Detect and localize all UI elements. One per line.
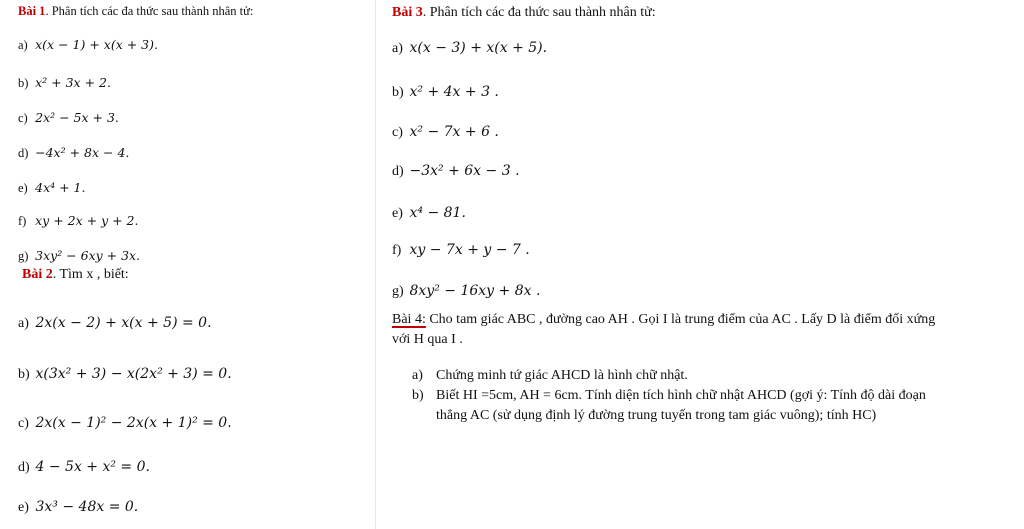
right-column: Bài 3. Phân tích các đa thức sau thành nhân tử: a) x(x − 3) + x(x + 5). b) x² + 4x + 3 . c) x² − 7x + 6 . d) −3x² + 6x − 3 . e) x⁴ − 81. f) xy − 7x + y − 7 . g) 8xy² − 16xy + 8x . Bài 4: Cho tam giác ABC , đường cao AH . Gọi I là trung điểm của AC . Lấy D là điểm đối xứng với H qua I . a) Chứng minh tứ giác AHCD là hình chữ nhật. b) Biết HI =5cm, AH = 6cm. Tính diện tích hình chữ nhật AHCD (gợi ý: Tính độ dài đoạn thẳng AC (sử dụng định lý đường trung tuyến trong tam giác vuông); tính HC) (375, 0, 1024, 529)
bai4-line1: Bài 4: Cho tam giác ABC , đường cao AH . Gọi I là trung điểm của AC . Lấy D là điểm đối xứng (392, 312, 936, 327)
bai3-item-d: d) −3x² + 6x − 3 . (392, 163, 520, 179)
bai1-item-d: d) −4x² + 8x − 4. (18, 145, 130, 160)
bai3-title: Bài 3. Phân tích các đa thức sau thành nhân tử: (392, 5, 656, 20)
bai4-line2: với H qua I . (392, 332, 463, 347)
bai1-item-g: g) 3xy² − 6xy + 3x. (18, 248, 141, 263)
bai4-title: Bài 4: (392, 312, 426, 327)
bai1-item-a: a) x(x − 1) + x(x + 3). (18, 37, 158, 52)
bai1-title: Bài 1. Phân tích các đa thức sau thành nhân tử: (18, 4, 254, 18)
bai3-item-f: f) xy − 7x + y − 7 . (392, 242, 530, 258)
bai1-item-b: b) x² + 3x + 2. (18, 75, 111, 90)
bai3-item-e: e) x⁴ − 81. (392, 205, 466, 221)
bai2-item-a: a) 2x(x − 2) + x(x + 5) = 0. (18, 315, 212, 331)
bai1-item-e: e) 4x⁴ + 1. (18, 180, 86, 195)
bai3-item-c: c) x² − 7x + 6 . (392, 124, 499, 140)
bai2-item-e: e) 3x³ − 48x = 0. (18, 499, 139, 515)
bai1-item-f: f) xy + 2x + y + 2. (18, 213, 139, 228)
bai2-item-d: d) 4 − 5x + x² = 0. (18, 459, 150, 475)
bai2-title: Bài 2. Tìm x , biết: (22, 267, 129, 282)
bai3-item-a: a) x(x − 3) + x(x + 5). (392, 40, 548, 56)
bai2-item-c: c) 2x(x − 1)² − 2x(x + 1)² = 0. (18, 415, 232, 431)
bai3-item-b: b) x² + 4x + 3 . (392, 84, 499, 100)
bai1-item-c: c) 2x² − 5x + 3. (18, 110, 119, 125)
bai2-item-b: b) x(3x² + 3) − x(2x² + 3) = 0. (18, 366, 232, 382)
bai3-item-g: g) 8xy² − 16xy + 8x . (392, 283, 541, 299)
